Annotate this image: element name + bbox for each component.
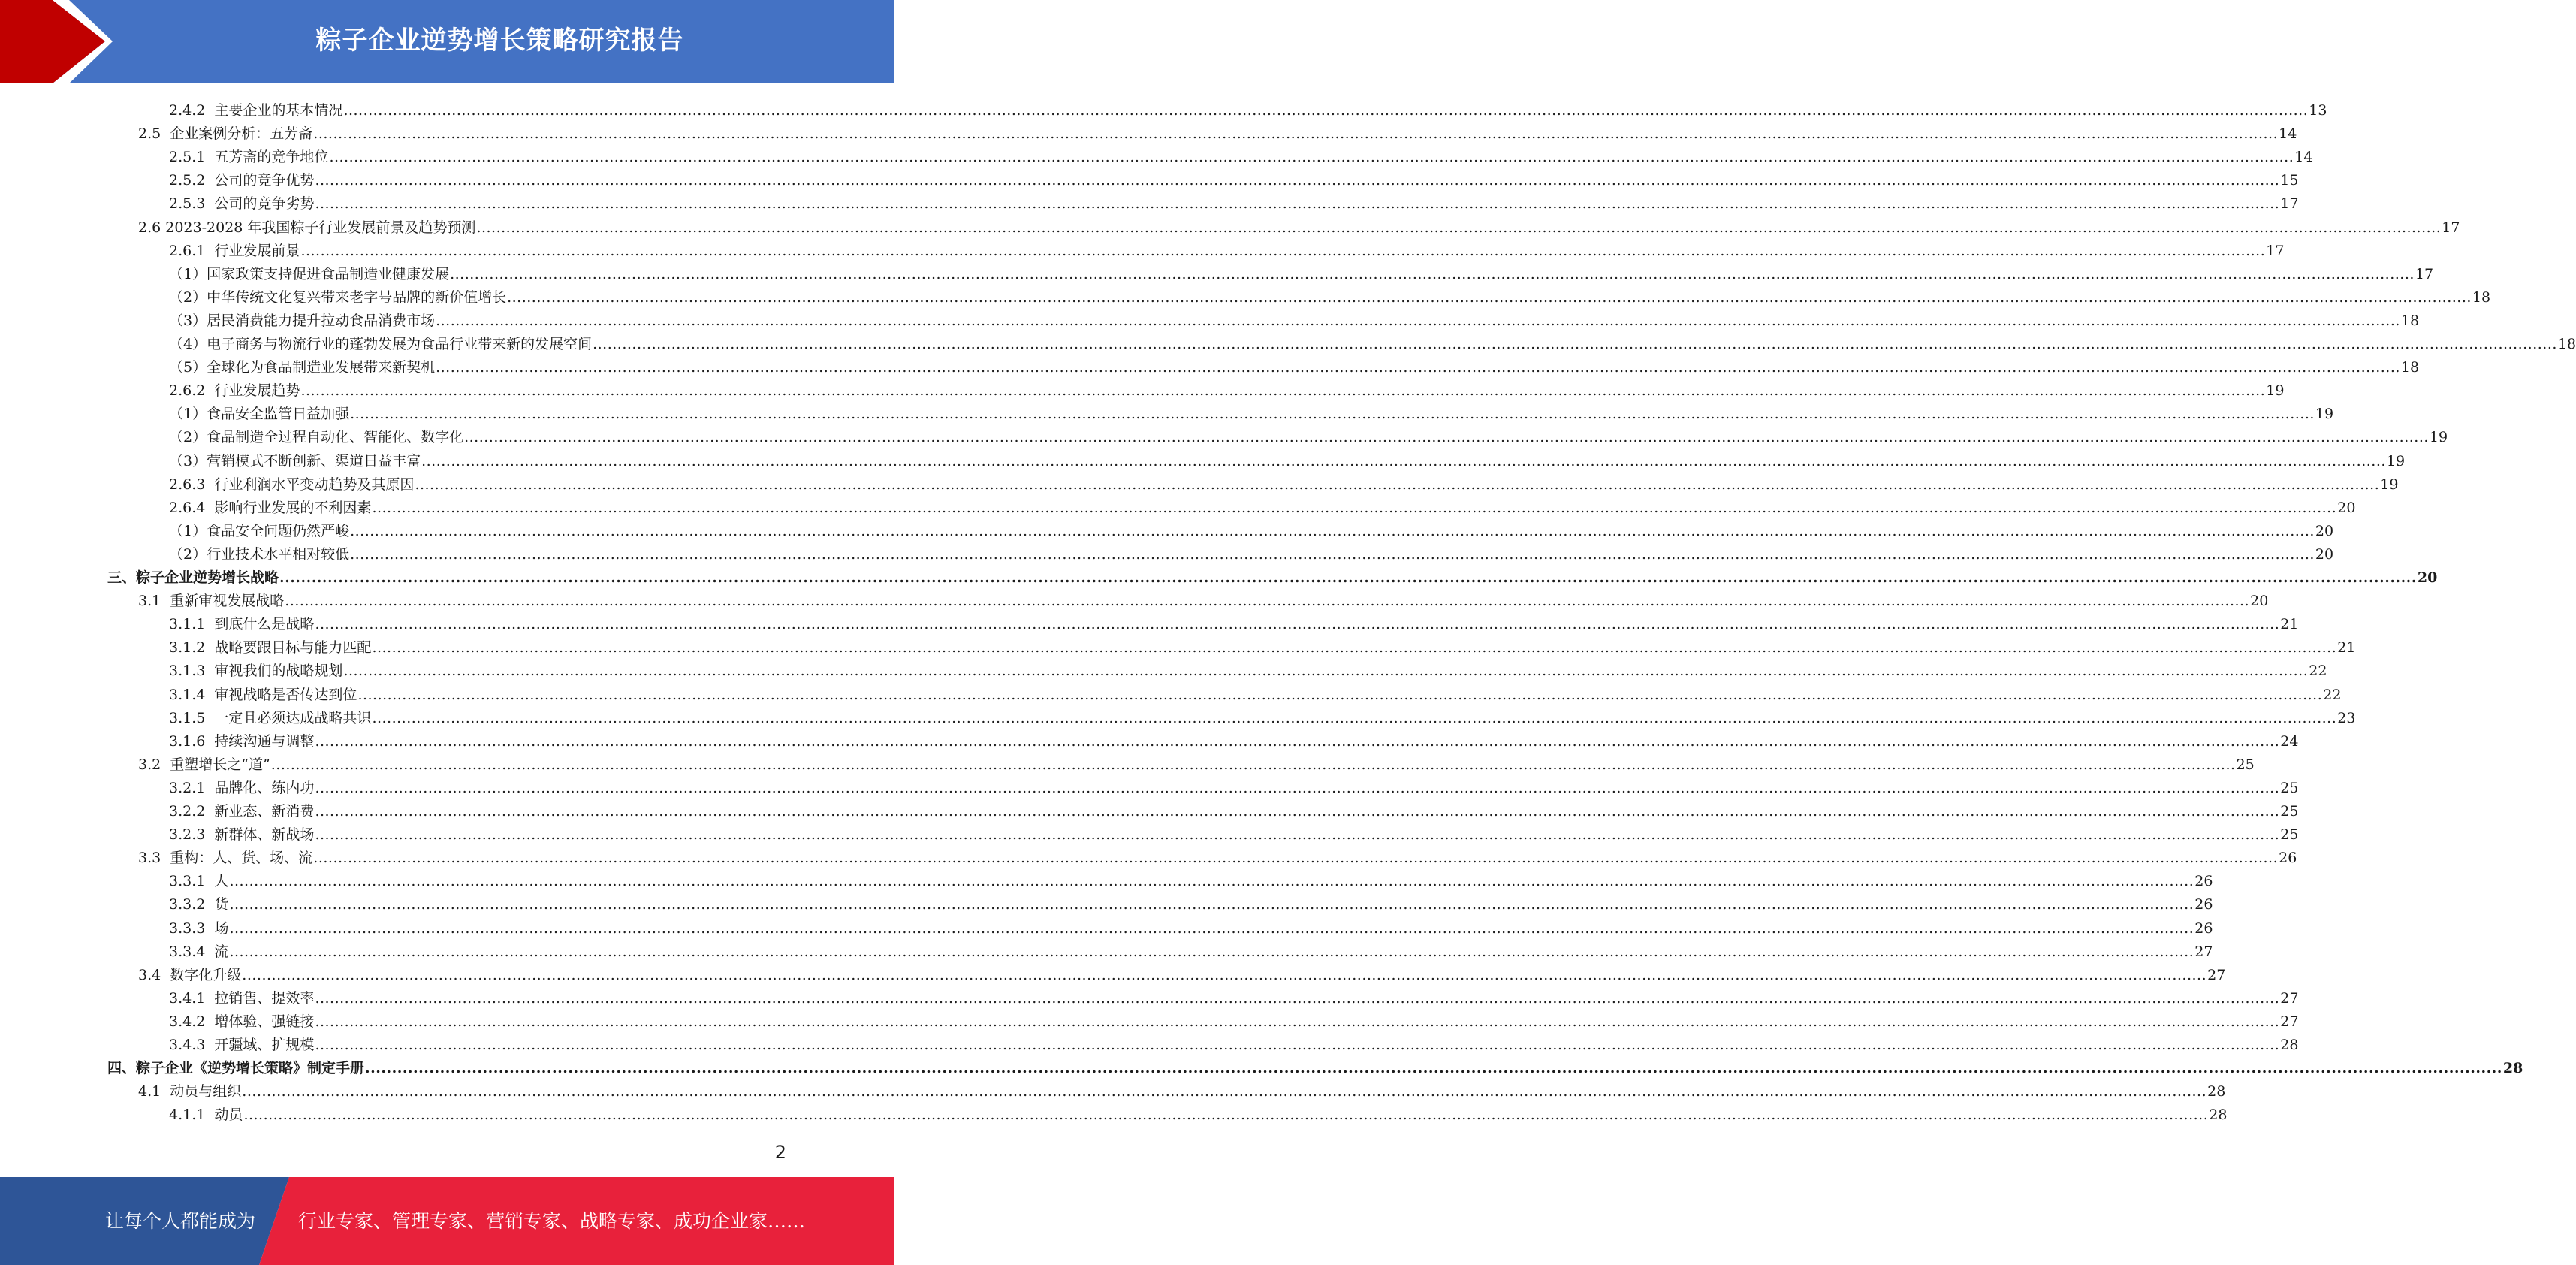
toc-leader-dots: ................................................................................................................................................................................................................................................................................................................................................................................................................	[436, 359, 2400, 376]
toc-entry-page: 15	[2280, 172, 2299, 189]
toc-leader-dots: ................................................................................................................................................................................................................................................................................................................................................................................................................	[357, 686, 2323, 703]
toc-leader-dots: ................................................................................................................................................................................................................................................................................................................................................................................................................	[229, 873, 2194, 890]
toc-entry[interactable]	[169, 890, 2213, 913]
toc-entry-page: 27	[2194, 943, 2213, 960]
toc-entry[interactable]	[169, 797, 2299, 820]
toc-entry[interactable]	[169, 330, 2576, 353]
toc-entry-label: （2）中华传统文化复兴带来老字号品牌的新价值增长	[169, 288, 507, 306]
footer-slogan-right: 行业专家、管理专家、营销专家、战略专家、成功企业家……	[298, 1210, 806, 1232]
toc-leader-dots: ................................................................................................................................................................................................................................................................................................................................................................................................................	[315, 779, 2280, 796]
toc-entry-page: 20	[2417, 569, 2438, 586]
toc-entry-page: 20	[2250, 593, 2269, 610]
toc-leader-dots: ................................................................................................................................................................................................................................................................................................................................................................................................................	[464, 429, 2429, 446]
toc-entry-label: 3.4.1 拉销售、提效率	[169, 989, 315, 1007]
toc-leader-dots: ................................................................................................................................................................................................................................................................................................................................................................................................................	[329, 149, 2294, 166]
toc-entry[interactable]	[169, 1031, 2299, 1054]
toc-entry-label: 3.3 重构：人、货、场、流	[138, 850, 313, 867]
toc-entry-page: 19	[2266, 382, 2285, 400]
toc-entry[interactable]	[169, 400, 2334, 423]
toc-leader-dots: ................................................................................................................................................................................................................................................................................................................................................................................................................	[315, 616, 2280, 633]
toc-entry-label: 2.6.1 行业发展前景	[169, 242, 300, 259]
toc-leader-dots: ................................................................................................................................................................................................................................................................................................................................................................................................................	[300, 242, 2266, 259]
toc-entry-label: 2.5 企业案例分析：五芳斋	[138, 125, 313, 143]
toc-entry[interactable]	[169, 704, 2356, 727]
toc-leader-dots: ................................................................................................................................................................................................................................................................................................................................................................................................................	[243, 1106, 2209, 1124]
toc-entry-label: 3.3.2 货	[169, 896, 229, 913]
toc-entry-label: 2.5.2 公司的竞争优势	[169, 172, 315, 189]
toc-leader-dots: ................................................................................................................................................................................................................................................................................................................................................................................................................	[315, 1013, 2280, 1030]
toc-entry-label: 3.1.6 持续沟通与调整	[169, 732, 315, 750]
toc-leader-dots: ................................................................................................................................................................................................................................................................................................................................................................................................................	[285, 593, 2250, 610]
toc-entry-page: 20	[2315, 522, 2334, 539]
toc-entry-label: （3）居民消费能力提升拉动食品消费市场	[169, 312, 436, 329]
toc-leader-dots: ................................................................................................................................................................................................................................................................................................................................................................................................................	[229, 919, 2194, 937]
toc-entry-page: 28	[2207, 1083, 2226, 1100]
toc-entry-page: 17	[2442, 219, 2460, 236]
toc-entry-page: 27	[2280, 989, 2299, 1007]
toc-entry-label: （3）营销模式不断创新、渠道日益丰富	[169, 452, 421, 469]
toc-entry[interactable]	[138, 961, 2226, 984]
toc-leader-dots: ................................................................................................................................................................................................................................................................................................................................................................................................................	[315, 1037, 2280, 1053]
toc-entry[interactable]	[169, 1100, 2228, 1124]
toc-entry-label: 2.5.3 公司的竞争劣势	[169, 195, 315, 213]
toc-leader-dots: ................................................................................................................................................................................................................................................................................................................................................................................................................	[313, 125, 2279, 143]
toc-entry-label: 2.6 2023-2028 年我国粽子行业发展前景及趋势预测	[138, 219, 476, 236]
toc-entry-label: 3.1 重新审视发展战略	[138, 593, 285, 610]
toc-entry-label: （1）国家政策支持促进食品制造业健康发展	[169, 265, 450, 282]
toc-entry-label: 3.2 重塑增长之“道”	[138, 756, 270, 773]
toc-leader-dots: ................................................................................................................................................................................................................................................................................................................................................................................................................	[315, 732, 2280, 750]
toc-entry-page: 18	[2472, 288, 2491, 306]
toc-entry[interactable]	[169, 447, 2406, 470]
toc-entry[interactable]	[169, 189, 2299, 213]
toc-entry-label: （1）食品安全监管日益加强	[169, 406, 350, 423]
toc-entry-label: 四、粽子企业《逆势增长策略》制定手册	[107, 1060, 365, 1077]
toc-entry-label: 2.6.3 行业利润水平变动趋势及其原因	[169, 476, 415, 493]
toc-entry-label: （2）行业技术水平相对较低	[169, 545, 350, 563]
toc-leader-dots: ................................................................................................................................................................................................................................................................................................................................................................................................................	[507, 288, 2472, 306]
toc-entry[interactable]	[169, 423, 2448, 446]
toc-leader-dots: ................................................................................................................................................................................................................................................................................................................................................................................................................	[300, 382, 2266, 400]
toc-entry-page: 17	[2415, 265, 2434, 282]
toc-entry-label: 4.1 动员与组织	[138, 1083, 242, 1100]
toc-leader-dots: ................................................................................................................................................................................................................................................................................................................................................................................................................	[343, 663, 2309, 680]
toc-entry[interactable]	[138, 119, 2297, 143]
toc-entry-page: 26	[2194, 896, 2213, 913]
toc-entry-page: 13	[2309, 102, 2327, 119]
toc-entry-page: 28	[2502, 1060, 2523, 1077]
toc-entry-label: （2）食品制造全过程自动化、智能化、数字化	[169, 429, 464, 446]
toc-entry-page: 28	[2209, 1106, 2228, 1124]
toc-entry-label: 3.1.5 一定且必须达成战略共识	[169, 709, 372, 726]
toc-entry[interactable]	[138, 844, 2297, 867]
toc-entry-label: 3.4.3 开疆域、扩规模	[169, 1037, 315, 1053]
toc-entry-label: 3.2.2 新业态、新消费	[169, 803, 315, 820]
toc-entry[interactable]	[169, 517, 2334, 540]
toc-entry[interactable]	[169, 166, 2299, 189]
toc-entry-page: 25	[2280, 779, 2299, 796]
toc-entry[interactable]	[169, 914, 2213, 937]
toc-entry[interactable]	[169, 306, 2420, 330]
toc-entry-label: （4）电子商务与物流行业的蓬勃发展为食品行业带来新的发展空间	[169, 336, 593, 352]
toc-leader-dots: ................................................................................................................................................................................................................................................................................................................................................................................................................	[593, 336, 2557, 352]
toc-entry-label: 4.1.1 动员	[169, 1106, 243, 1124]
toc-entry[interactable]	[169, 610, 2299, 633]
toc-entry[interactable]	[169, 867, 2213, 890]
toc-entry-page: 19	[2386, 452, 2406, 469]
toc-leader-dots: ................................................................................................................................................................................................................................................................................................................................................................................................................	[372, 499, 2337, 516]
toc-entry-label: 3.4.2 增体验、强链接	[169, 1013, 315, 1030]
toc-entry[interactable]	[169, 237, 2285, 260]
toc-leader-dots: ................................................................................................................................................................................................................................................................................................................................................................................................................	[315, 195, 2280, 213]
toc-entry-page: 24	[2280, 732, 2299, 750]
toc-entry-label: 3.1.3 审视我们的战略规划	[169, 663, 343, 680]
toc-entry-page: 23	[2337, 709, 2356, 726]
toc-entry-label: 3.2.1 品牌化、练内功	[169, 779, 315, 796]
page-footer	[0, 1177, 894, 1265]
footer-slogan-left: 让每个人都能成为	[105, 1210, 256, 1232]
toc-entry-page: 19	[2315, 406, 2334, 423]
toc-entry[interactable]	[169, 353, 2420, 376]
toc-leader-dots: ................................................................................................................................................................................................................................................................................................................................................................................................................	[372, 639, 2337, 657]
toc-entry-label: 2.6.4 影响行业发展的不利因素	[169, 499, 372, 516]
toc-entry-page: 26	[2194, 873, 2213, 890]
toc-entry[interactable]	[169, 283, 2491, 306]
toc-entry-page: 20	[2337, 499, 2356, 516]
toc-entry[interactable]	[138, 587, 2269, 610]
toc-entry[interactable]	[138, 213, 2460, 237]
toc-entry[interactable]	[169, 774, 2299, 797]
toc-leader-dots: ................................................................................................................................................................................................................................................................................................................................................................................................................	[415, 476, 2380, 493]
toc-entry-page: 17	[2266, 242, 2285, 259]
toc-entry-page: 21	[2280, 616, 2299, 633]
toc-entry-label: 3.4 数字化升级	[138, 966, 242, 983]
toc-entry-page: 21	[2337, 639, 2356, 657]
toc-leader-dots: ................................................................................................................................................................................................................................................................................................................................................................................................................	[372, 709, 2337, 726]
toc-leader-dots: ................................................................................................................................................................................................................................................................................................................................................................................................................	[350, 522, 2315, 539]
toc-entry-page: 22	[2309, 663, 2327, 680]
page-number: 2	[774, 1142, 786, 1163]
toc-leader-dots: ................................................................................................................................................................................................................................................................................................................................................................................................................	[229, 896, 2194, 913]
toc-entry-page: 19	[2380, 476, 2399, 493]
toc-entry-page: 18	[2400, 359, 2420, 376]
toc-entry[interactable]	[169, 937, 2213, 961]
toc-entry-page: 18	[2400, 312, 2420, 329]
toc-leader-dots: ................................................................................................................................................................................................................................................................................................................................................................................................................	[450, 265, 2415, 282]
toc-entry-page: 25	[2280, 826, 2299, 844]
toc-entry-label: 3.1.2 战略要跟目标与能力匹配	[169, 639, 372, 657]
toc-entry-label: 2.5.1 五芳斋的竞争地位	[169, 149, 329, 166]
toc-entry-page: 18	[2557, 336, 2576, 352]
toc-entry-label: 3.3.3 场	[169, 919, 229, 937]
toc-entry-label: 3.1.1 到底什么是战略	[169, 616, 315, 633]
toc-leader-dots: ................................................................................................................................................................................................................................................................................................................................................................................................................	[476, 219, 2442, 236]
toc-entry[interactable]	[107, 1054, 2523, 1077]
toc-entry[interactable]	[138, 750, 2255, 774]
toc-entry-page: 22	[2323, 686, 2342, 703]
toc-entry-label: （1）食品安全问题仍然严峻	[169, 522, 350, 539]
toc-leader-dots: ................................................................................................................................................................................................................................................................................................................................................................................................................	[270, 756, 2236, 773]
toc-leader-dots: ................................................................................................................................................................................................................................................................................................................................................................................................................	[242, 966, 2207, 983]
toc-leader-dots: ................................................................................................................................................................................................................................................................................................................................................................................................................	[315, 826, 2280, 844]
toc-entry-page: 17	[2280, 195, 2299, 213]
toc-entry-label: 三、粽子企业逆势增长战略	[107, 569, 279, 586]
toc-entry[interactable]	[169, 681, 2342, 704]
toc-entry-page: 20	[2315, 545, 2334, 563]
toc-leader-dots: ................................................................................................................................................................................................................................................................................................................................................................................................................	[365, 1060, 2502, 1077]
page-header	[0, 0, 894, 83]
toc-leader-dots: ................................................................................................................................................................................................................................................................................................................................................................................................................	[315, 989, 2280, 1007]
toc-leader-dots: ................................................................................................................................................................................................................................................................................................................................................................................................................	[315, 172, 2280, 189]
toc-entry-page: 25	[2280, 803, 2299, 820]
toc-entry-page: 14	[2294, 149, 2313, 166]
toc-entry[interactable]	[169, 1007, 2299, 1031]
toc-entry[interactable]	[169, 376, 2285, 400]
toc-entry-page: 28	[2280, 1037, 2299, 1053]
toc-leader-dots: ................................................................................................................................................................................................................................................................................................................................................................................................................	[279, 569, 2417, 586]
toc-entry[interactable]	[169, 984, 2299, 1007]
toc-entry[interactable]	[169, 657, 2327, 680]
toc-entry[interactable]	[169, 96, 2327, 119]
toc-entry-page: 14	[2279, 125, 2297, 143]
toc-leader-dots: ................................................................................................................................................................................................................................................................................................................................................................................................................	[436, 312, 2400, 329]
toc-entry-label: 3.3.1 人	[169, 873, 229, 890]
toc-entry-label: 2.4.2 主要企业的基本情况	[169, 102, 343, 119]
toc-leader-dots: ................................................................................................................................................................................................................................................................................................................................................................................................................	[350, 545, 2315, 563]
toc-leader-dots: ................................................................................................................................................................................................................................................................................................................................................................................................................	[350, 406, 2315, 423]
header-title: 粽子企业逆势增长策略研究报告	[315, 26, 684, 56]
toc-entry-page: 25	[2236, 756, 2255, 773]
toc-entry[interactable]	[138, 1077, 2226, 1100]
toc-entry-label: 3.1.4 审视战略是否传达到位	[169, 686, 357, 703]
toc-entry-page: 27	[2207, 966, 2226, 983]
toc-leader-dots: ................................................................................................................................................................................................................................................................................................................................................................................................................	[242, 1083, 2207, 1100]
toc-entry-page: 26	[2279, 850, 2297, 867]
toc-entry[interactable]	[169, 494, 2356, 517]
toc-entry[interactable]	[169, 820, 2299, 844]
toc-entry-page: 26	[2194, 919, 2213, 937]
toc-leader-dots: ................................................................................................................................................................................................................................................................................................................................................................................................................	[343, 102, 2309, 119]
toc-leader-dots: ................................................................................................................................................................................................................................................................................................................................................................................................................	[315, 803, 2280, 820]
toc-leader-dots: ................................................................................................................................................................................................................................................................................................................................................................................................................	[313, 850, 2279, 867]
toc-leader-dots: ................................................................................................................................................................................................................................................................................................................................................................................................................	[421, 452, 2386, 469]
toc-entry[interactable]	[169, 540, 2334, 563]
toc-entry[interactable]	[169, 470, 2399, 494]
toc-entry-label: （5）全球化为食品制造业发展带来新契机	[169, 359, 436, 376]
toc-entry-page: 19	[2429, 429, 2448, 446]
toc-entry[interactable]	[169, 633, 2356, 657]
toc-entry-label: 3.3.4 流	[169, 943, 229, 960]
toc-entry[interactable]	[169, 260, 2434, 283]
toc-leader-dots: ................................................................................................................................................................................................................................................................................................................................................................................................................	[229, 943, 2194, 960]
toc-entry-page: 27	[2280, 1013, 2299, 1030]
toc-entry[interactable]	[169, 143, 2313, 166]
toc-entry-label: 3.2.3 新群体、新战场	[169, 826, 315, 844]
toc-entry[interactable]	[107, 563, 2438, 587]
toc-entry-label: 2.6.2 行业发展趋势	[169, 382, 300, 400]
toc-entry[interactable]	[169, 727, 2299, 750]
